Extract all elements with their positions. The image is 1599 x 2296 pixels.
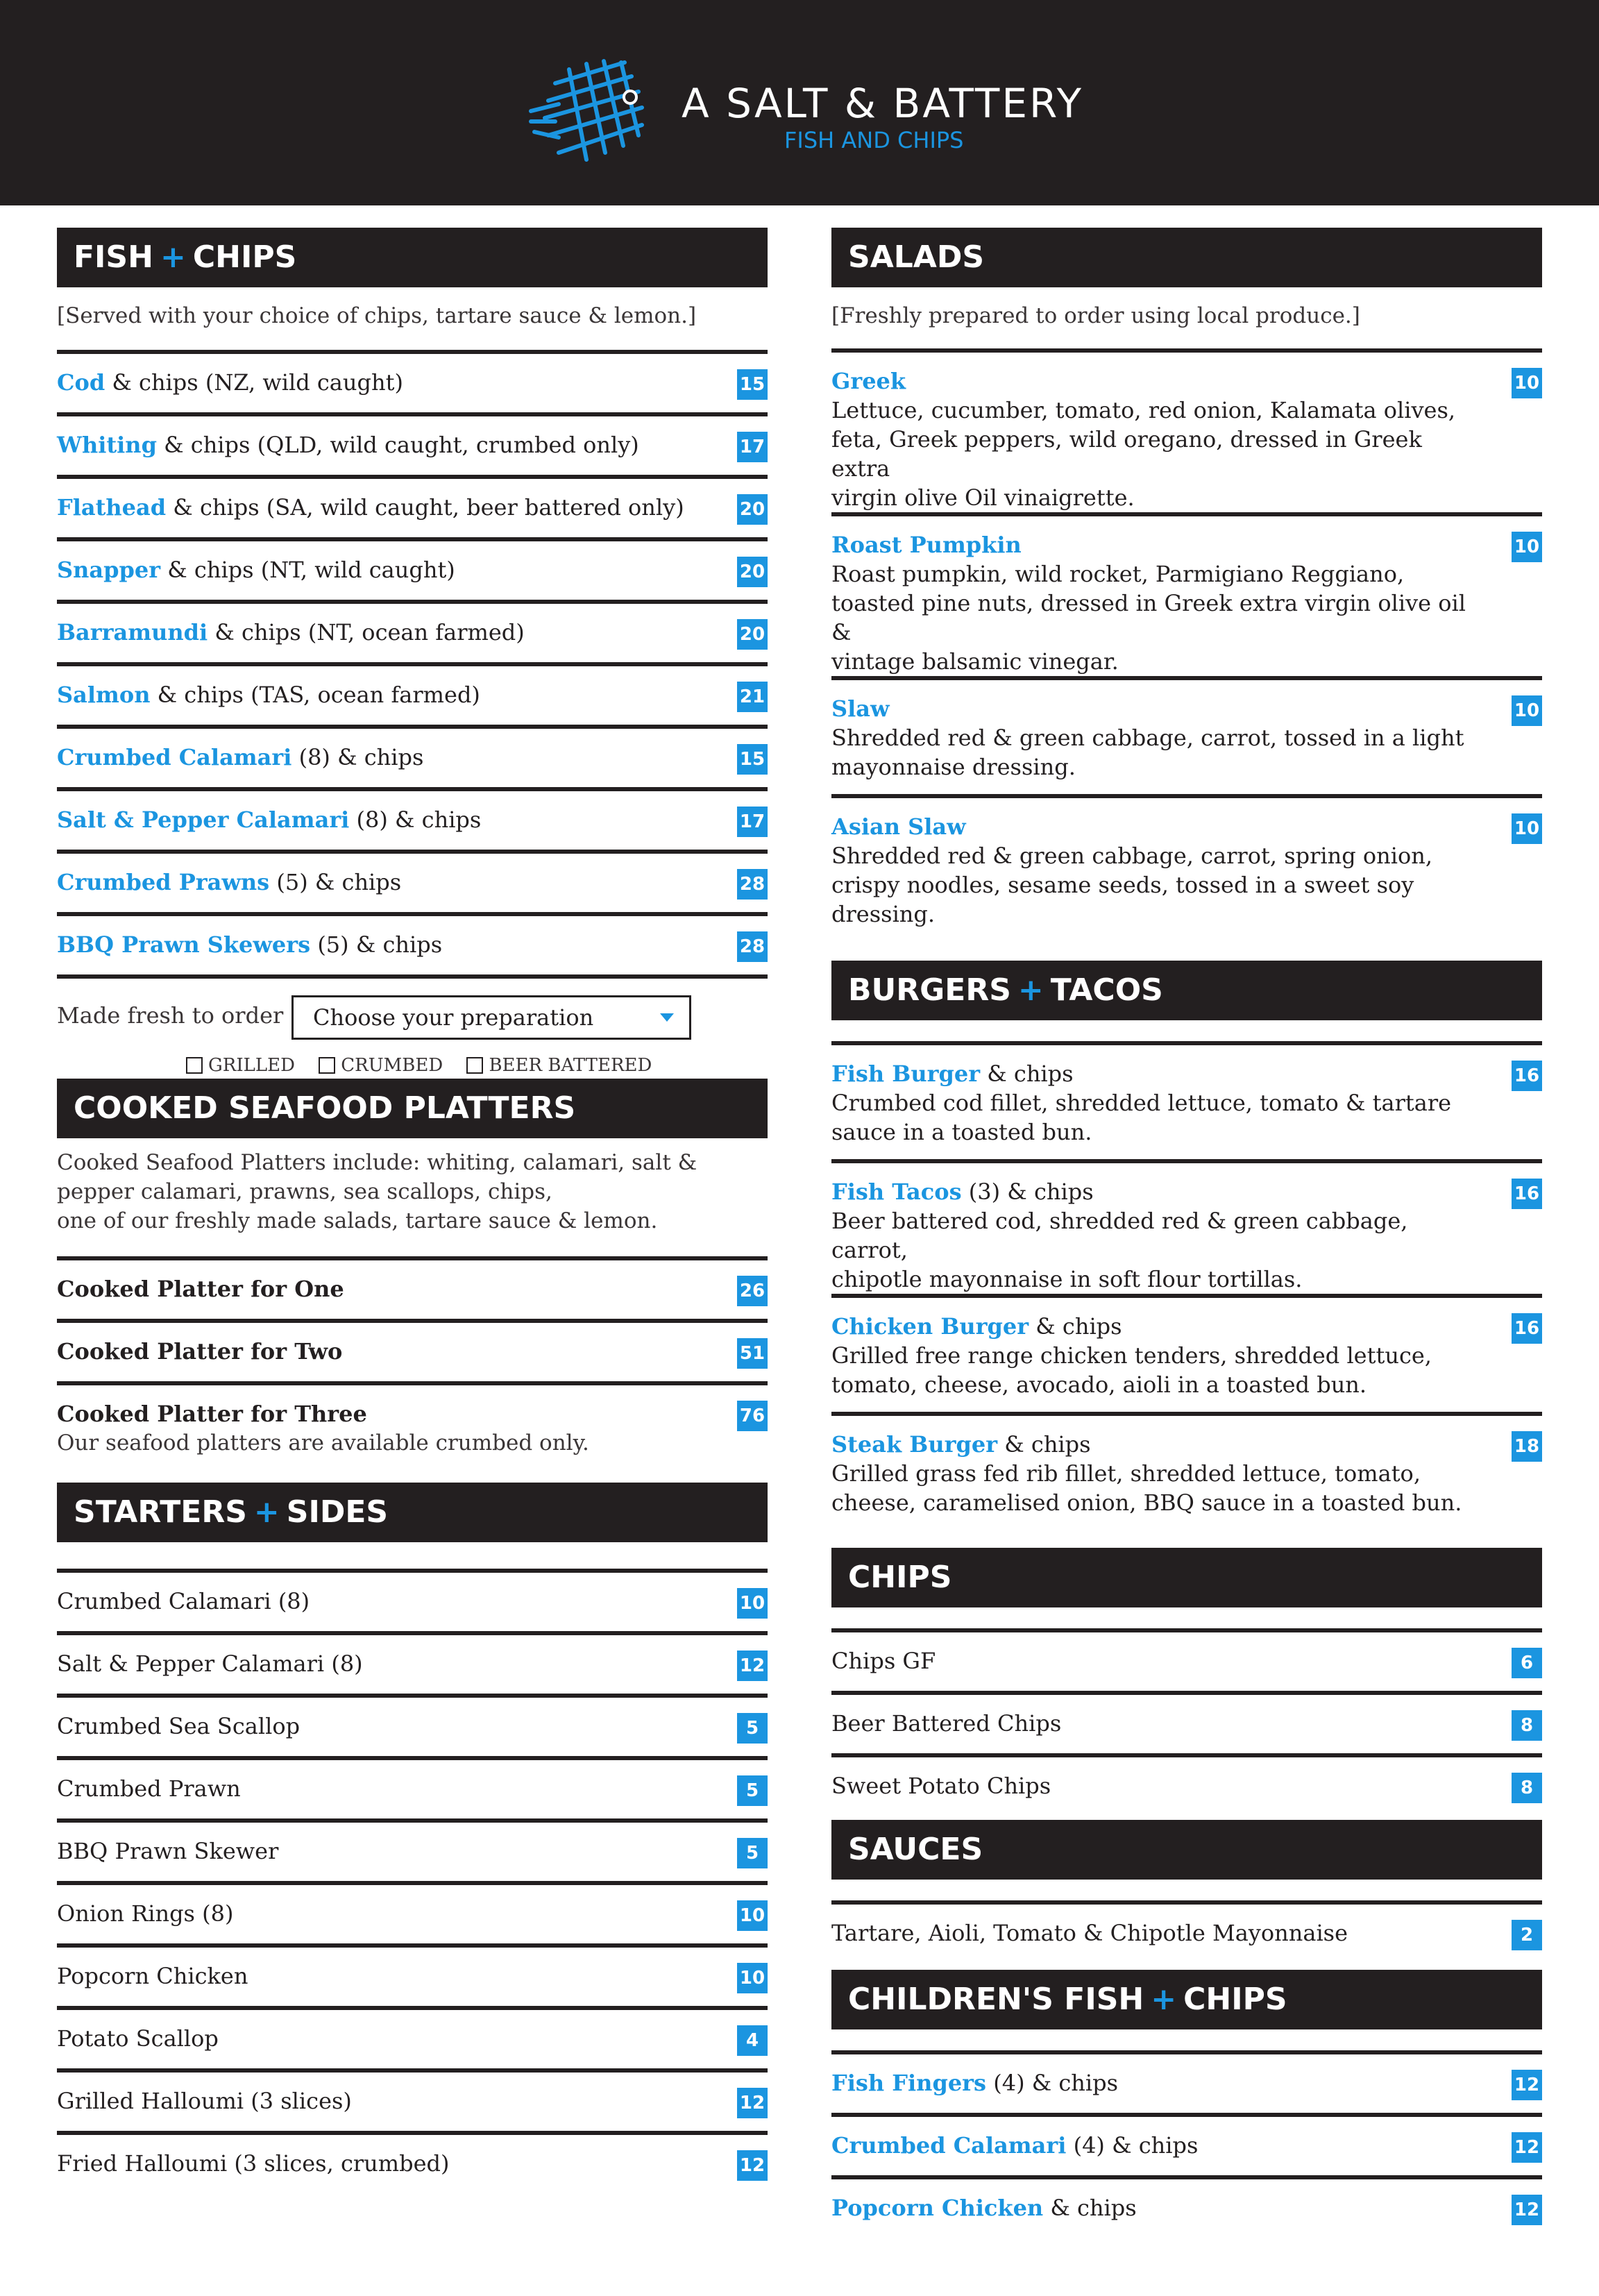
menu-item[interactable]: Onion Rings (8) 10 — [57, 1881, 768, 1943]
price-badge: 26 — [737, 1276, 768, 1306]
price-badge: 15 — [737, 744, 768, 775]
menu-item[interactable]: Crumbed Calamari (8) & chips 15 — [57, 725, 768, 787]
price-badge: 12 — [1512, 2132, 1542, 2163]
price-badge: 6 — [1512, 1648, 1542, 1678]
section-header-children: CHILDREN'S FISH + CHIPS — [831, 1970, 1542, 2029]
price-badge: 12 — [737, 1651, 768, 1681]
menu-item[interactable]: Tartare, Aioli, Tomato & Chipotle Mayonnaise 2 — [831, 1900, 1542, 1970]
net-grid-logo-icon — [527, 56, 666, 167]
menu-item[interactable]: Greek Lettuce, cucumber, tomato, red onion, Kalamata olives, feta, Greek peppers, wild oregano, dressed in Greek extra virgin olive Oil vinaigrette. 10 — [831, 348, 1542, 512]
price-badge: 12 — [737, 2088, 768, 2118]
starters-list — [57, 1569, 768, 2179]
menu-item[interactable]: Slaw Shredded red & green cabbage, carrot, tossed in a light mayonnaise dressing. 10 — [831, 676, 1542, 794]
section-header-platters: COOKED SEAFOOD PLATTERS — [57, 1079, 768, 1138]
preparation-options — [186, 1055, 670, 1079]
children-list — [831, 2050, 1542, 2224]
price-badge: 10 — [1512, 813, 1542, 844]
price-badge: 5 — [737, 1713, 768, 1744]
menu-item[interactable]: Asian Slaw Shredded red & green cabbage, carrot, spring onion, crispy noodles, sesame seeds, tossed in a sweet soy dressing. 10 — [831, 794, 1542, 961]
price-badge: 10 — [1512, 695, 1542, 726]
menu-item[interactable]: Fish Burger & chips Crumbed cod fillet, shredded lettuce, tomato & tartare sauce in a toasted bun. 16 — [831, 1041, 1542, 1159]
menu-item[interactable]: Sweet Potato Chips 8 — [831, 1753, 1542, 1820]
price-badge: 4 — [737, 2025, 768, 2056]
menu-item[interactable]: Salt & Pepper Calamari (8) & chips 17 — [57, 787, 768, 850]
menu-item[interactable]: Beer Battered Chips 8 — [831, 1691, 1542, 1753]
brand-subtitle: FISH AND CHIPS — [784, 127, 964, 153]
price-badge: 17 — [737, 432, 768, 462]
menu-item[interactable]: Popcorn Chicken 10 — [57, 1943, 768, 2006]
price-badge: 10 — [737, 1963, 768, 1993]
price-badge: 28 — [737, 869, 768, 900]
price-badge: 17 — [737, 807, 768, 837]
left-column — [57, 228, 768, 2179]
price-badge: 16 — [1512, 1313, 1542, 1344]
menu-item[interactable]: Chicken Burger & chips Grilled free range chicken tenders, shredded lettuce, tomato, cheese, avocado, aioli in a toasted bun. 16 — [831, 1294, 1542, 1412]
checkbox-icon — [319, 1057, 335, 1074]
price-badge: 20 — [737, 619, 768, 650]
platters-intro: Cooked Seafood Platters include: whiting, calamari, salt & pepper calamari, prawns, sea scallops, chips, one of our freshly made salads, tartare sauce & lemon. — [57, 1150, 697, 1233]
price-badge: 51 — [737, 1338, 768, 1369]
option-beer-battered[interactable]: BEER BATTERED — [466, 1055, 652, 1076]
option-grilled[interactable]: GRILLED — [186, 1055, 295, 1076]
price-badge: 12 — [737, 2150, 768, 2181]
menu-item[interactable]: Crumbed Calamari (8) 10 — [57, 1569, 768, 1631]
menu-item[interactable]: Popcorn Chicken & chips 12 — [831, 2175, 1542, 2224]
menu-item[interactable]: BBQ Prawn Skewers (5) & chips 28 — [57, 912, 768, 974]
burgers-list — [831, 1041, 1542, 1548]
brand-title: A SALT & BATTERY — [682, 80, 1084, 127]
platters-note: Our seafood platters are available crumbed only. — [57, 1430, 589, 1455]
platters-list — [57, 1256, 768, 1428]
option-crumbed[interactable]: CRUMBED — [319, 1055, 443, 1076]
menu-item[interactable]: Grilled Halloumi (3 slices) 12 — [57, 2068, 768, 2131]
menu-item[interactable]: Crumbed Prawn 5 — [57, 1756, 768, 1818]
menu-item[interactable]: Steak Burger & chips Grilled grass fed rib fillet, shredded lettuce, tomato, cheese, caramelised onion, BBQ sauce in a toasted bun. 18 — [831, 1412, 1542, 1548]
menu-item[interactable]: Cooked Platter for Two 51 — [57, 1319, 768, 1381]
salads-intro: [Freshly prepared to order using local produce.] — [831, 303, 1360, 328]
price-badge: 16 — [1512, 1061, 1542, 1091]
price-badge: 20 — [737, 557, 768, 587]
price-badge: 15 — [737, 369, 768, 400]
menu-item[interactable]: Barramundi & chips (NT, ocean farmed) 20 — [57, 600, 768, 662]
menu-item[interactable]: Cooked Platter for One 26 — [57, 1256, 768, 1319]
price-badge: 10 — [737, 1588, 768, 1619]
price-badge: 10 — [1512, 368, 1542, 398]
checkbox-icon — [186, 1057, 203, 1074]
menu-item[interactable]: Potato Scallop 4 — [57, 2006, 768, 2068]
menu-item[interactable]: Flathead & chips (SA, wild caught, beer battered only) 20 — [57, 475, 768, 537]
section-header-starters: STARTERS + SIDES — [57, 1483, 768, 1542]
price-badge: 12 — [1512, 2070, 1542, 2100]
menu-item[interactable]: Chips GF 6 — [831, 1628, 1542, 1691]
sauces-list — [831, 1900, 1542, 1970]
menu-item[interactable]: Crumbed Prawns (5) & chips 28 — [57, 850, 768, 912]
menu-item[interactable]: Salt & Pepper Calamari (8) 12 — [57, 1631, 768, 1694]
section-header-burgers: BURGERS + TACOS — [831, 961, 1542, 1020]
price-badge: 18 — [1512, 1431, 1542, 1462]
menu-item[interactable]: Crumbed Sea Scallop 5 — [57, 1694, 768, 1756]
prep-label: Made fresh to order — [57, 1002, 284, 1029]
menu-item[interactable]: Roast Pumpkin Roast pumpkin, wild rocket, Parmigiano Reggiano, toasted pine nuts, dressed in Greek extra virgin olive oil & vintage balsamic vinegar. 10 — [831, 512, 1542, 676]
menu-item[interactable]: Crumbed Calamari (4) & chips 12 — [831, 2113, 1542, 2175]
price-badge: 8 — [1512, 1773, 1542, 1803]
price-badge: 2 — [1512, 1920, 1542, 1950]
price-badge: 76 — [737, 1401, 768, 1431]
price-badge: 10 — [737, 1900, 768, 1931]
price-badge: 28 — [737, 931, 768, 962]
price-badge: 12 — [1512, 2195, 1542, 2225]
section-header-chips: CHIPS — [831, 1548, 1542, 1607]
price-badge: 20 — [737, 494, 768, 525]
section-header-salads: SALADS — [831, 228, 1542, 287]
salads-list — [831, 348, 1542, 961]
section-header-sauces: SAUCES — [831, 1820, 1542, 1880]
menu-item[interactable]: Cooked Platter for Three 76 — [57, 1381, 768, 1428]
price-badge: 16 — [1512, 1179, 1542, 1209]
preparation-dropdown[interactable]: Choose your preparation — [291, 995, 691, 1040]
menu-item[interactable]: Whiting & chips (QLD, wild caught, crumbed only) 17 — [57, 412, 768, 475]
menu-item[interactable]: BBQ Prawn Skewer 5 — [57, 1818, 768, 1881]
menu-item[interactable]: Snapper & chips (NT, wild caught) 20 — [57, 537, 768, 600]
fish-chips-list — [57, 350, 768, 974]
fish-chips-intro: [Served with your choice of chips, tartare sauce & lemon.] — [57, 303, 697, 328]
header-bar — [0, 0, 1599, 205]
menu-item[interactable]: Salmon & chips (TAS, ocean farmed) 21 — [57, 662, 768, 725]
caret-down-icon — [660, 1013, 674, 1022]
chips-list — [831, 1628, 1542, 1820]
price-badge: 8 — [1512, 1710, 1542, 1741]
price-badge: 5 — [737, 1838, 768, 1868]
price-badge: 5 — [737, 1775, 768, 1806]
price-badge: 21 — [737, 682, 768, 712]
menu-item[interactable]: Cod & chips (NZ, wild caught) 15 — [57, 350, 768, 412]
section-header-fish-chips: FISH + CHIPS — [57, 228, 768, 287]
menu-item[interactable]: Fish Fingers (4) & chips 12 — [831, 2050, 1542, 2113]
right-column — [831, 228, 1542, 2224]
checkbox-icon — [466, 1057, 483, 1074]
preparation-picker — [57, 974, 768, 1076]
menu-item[interactable]: Fried Halloumi (3 slices, crumbed) 12 — [57, 2131, 768, 2179]
price-badge: 10 — [1512, 532, 1542, 562]
menu-item[interactable]: Fish Tacos (3) & chips Beer battered cod, shredded red & green cabbage, carrot, chipotle mayonnaise in soft flour tortillas. 16 — [831, 1159, 1542, 1294]
